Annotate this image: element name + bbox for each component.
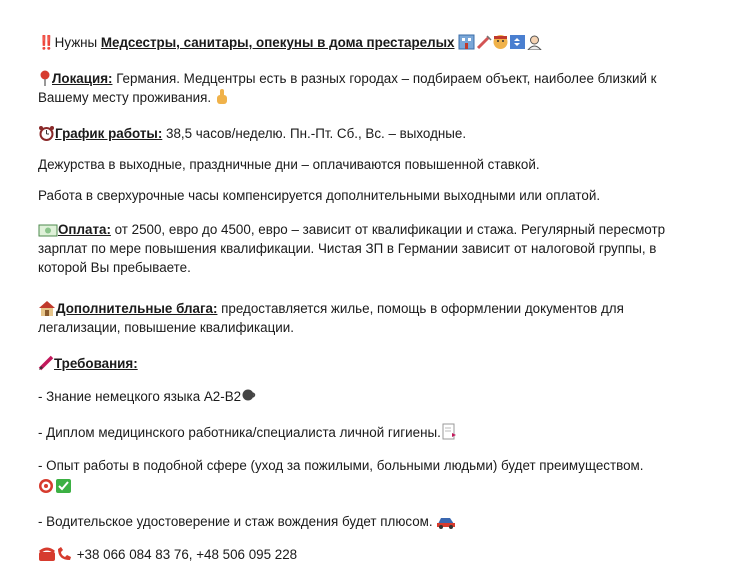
contact-phones: +38 066 084 83 76, +48 506 095 228 — [73, 547, 298, 562]
speaking-head-icon — [241, 388, 258, 404]
house-icon — [38, 300, 56, 316]
syringe-icon — [475, 34, 492, 50]
header-prefix: ‼️Нужны — [38, 35, 101, 50]
banknote-icon — [38, 223, 58, 237]
weekend-note: Дежурства в выходные, праздничные дни – оплачиваются повышенной ставкой. — [38, 157, 540, 172]
pin-icon — [38, 70, 52, 86]
contacts-line — [38, 545, 297, 564]
salary-paragraph — [38, 220, 708, 277]
requirements-heading — [38, 354, 138, 373]
telephone-icon — [38, 546, 56, 562]
check-icon — [55, 478, 72, 494]
health-worker-icon — [526, 34, 543, 50]
salary-text: от 2500, евро до 4500, евро – зависит от квалификации и стажа. Регулярный пересмотр зарплат по мере повышения квалификации. Чистая ЗП в Германии зависит от налоговой группы, в которой Вы пребываете. — [38, 222, 666, 275]
requirement-item — [38, 423, 457, 442]
requirement-item — [38, 387, 258, 406]
elevator-icon — [509, 34, 526, 50]
pencil-icon — [38, 355, 54, 371]
car-icon — [436, 515, 456, 529]
location-label: Локация: — [52, 71, 113, 86]
location-paragraph — [38, 69, 708, 107]
schedule-label: График работы: — [55, 126, 163, 141]
overtime-note: Работа в сверхурочные часы компенсируется дополнительными выходными или оплатой. — [38, 188, 601, 203]
benefits-paragraph — [38, 299, 708, 337]
document-icon — [441, 423, 457, 440]
location-text: Германия. Медцентры есть в разных городах – подбираем объект, наиболее близкий к Вашему месту проживания. — [38, 71, 657, 105]
requirement-text: - Опыт работы в подобной сфере (уход за пожилыми, больными людьми) будет преимуществом. — [38, 458, 644, 473]
requirement-icons — [38, 477, 72, 496]
header-title: Медсестры, санитары, опекуны в дома престарелых — [100, 35, 455, 50]
schedule-line — [38, 124, 466, 143]
target-icon — [38, 478, 55, 494]
requirement-text: - Водительское удостоверение и стаж вождения будет плюсом. — [38, 514, 437, 529]
face-icon — [492, 34, 509, 50]
schedule-text: 38,5 часов/неделю. Пн.-Пт. Сб., Вс. – выходные. — [162, 126, 467, 141]
phone-receiver-icon — [56, 546, 73, 562]
requirement-item — [38, 512, 456, 531]
requirement-item — [38, 456, 643, 475]
requirement-text: - Диплом медицинского работника/специалиста личной гигиены. — [38, 425, 441, 440]
benefits-label: Дополнительные блага: — [56, 301, 218, 316]
hospital-icon — [458, 34, 475, 50]
header-line — [38, 33, 543, 52]
benefits-text: предоставляется жилье, помощь в оформлении документов для легализации, повышение квалификации. — [38, 301, 624, 335]
alarm-clock-icon — [38, 125, 55, 141]
salary-label: Оплата: — [58, 222, 111, 237]
requirement-text: - Знание немецкого языка А2-В2 — [38, 389, 242, 404]
pointing-hand-icon — [215, 88, 229, 105]
requirements-label: Требования: — [54, 356, 138, 371]
